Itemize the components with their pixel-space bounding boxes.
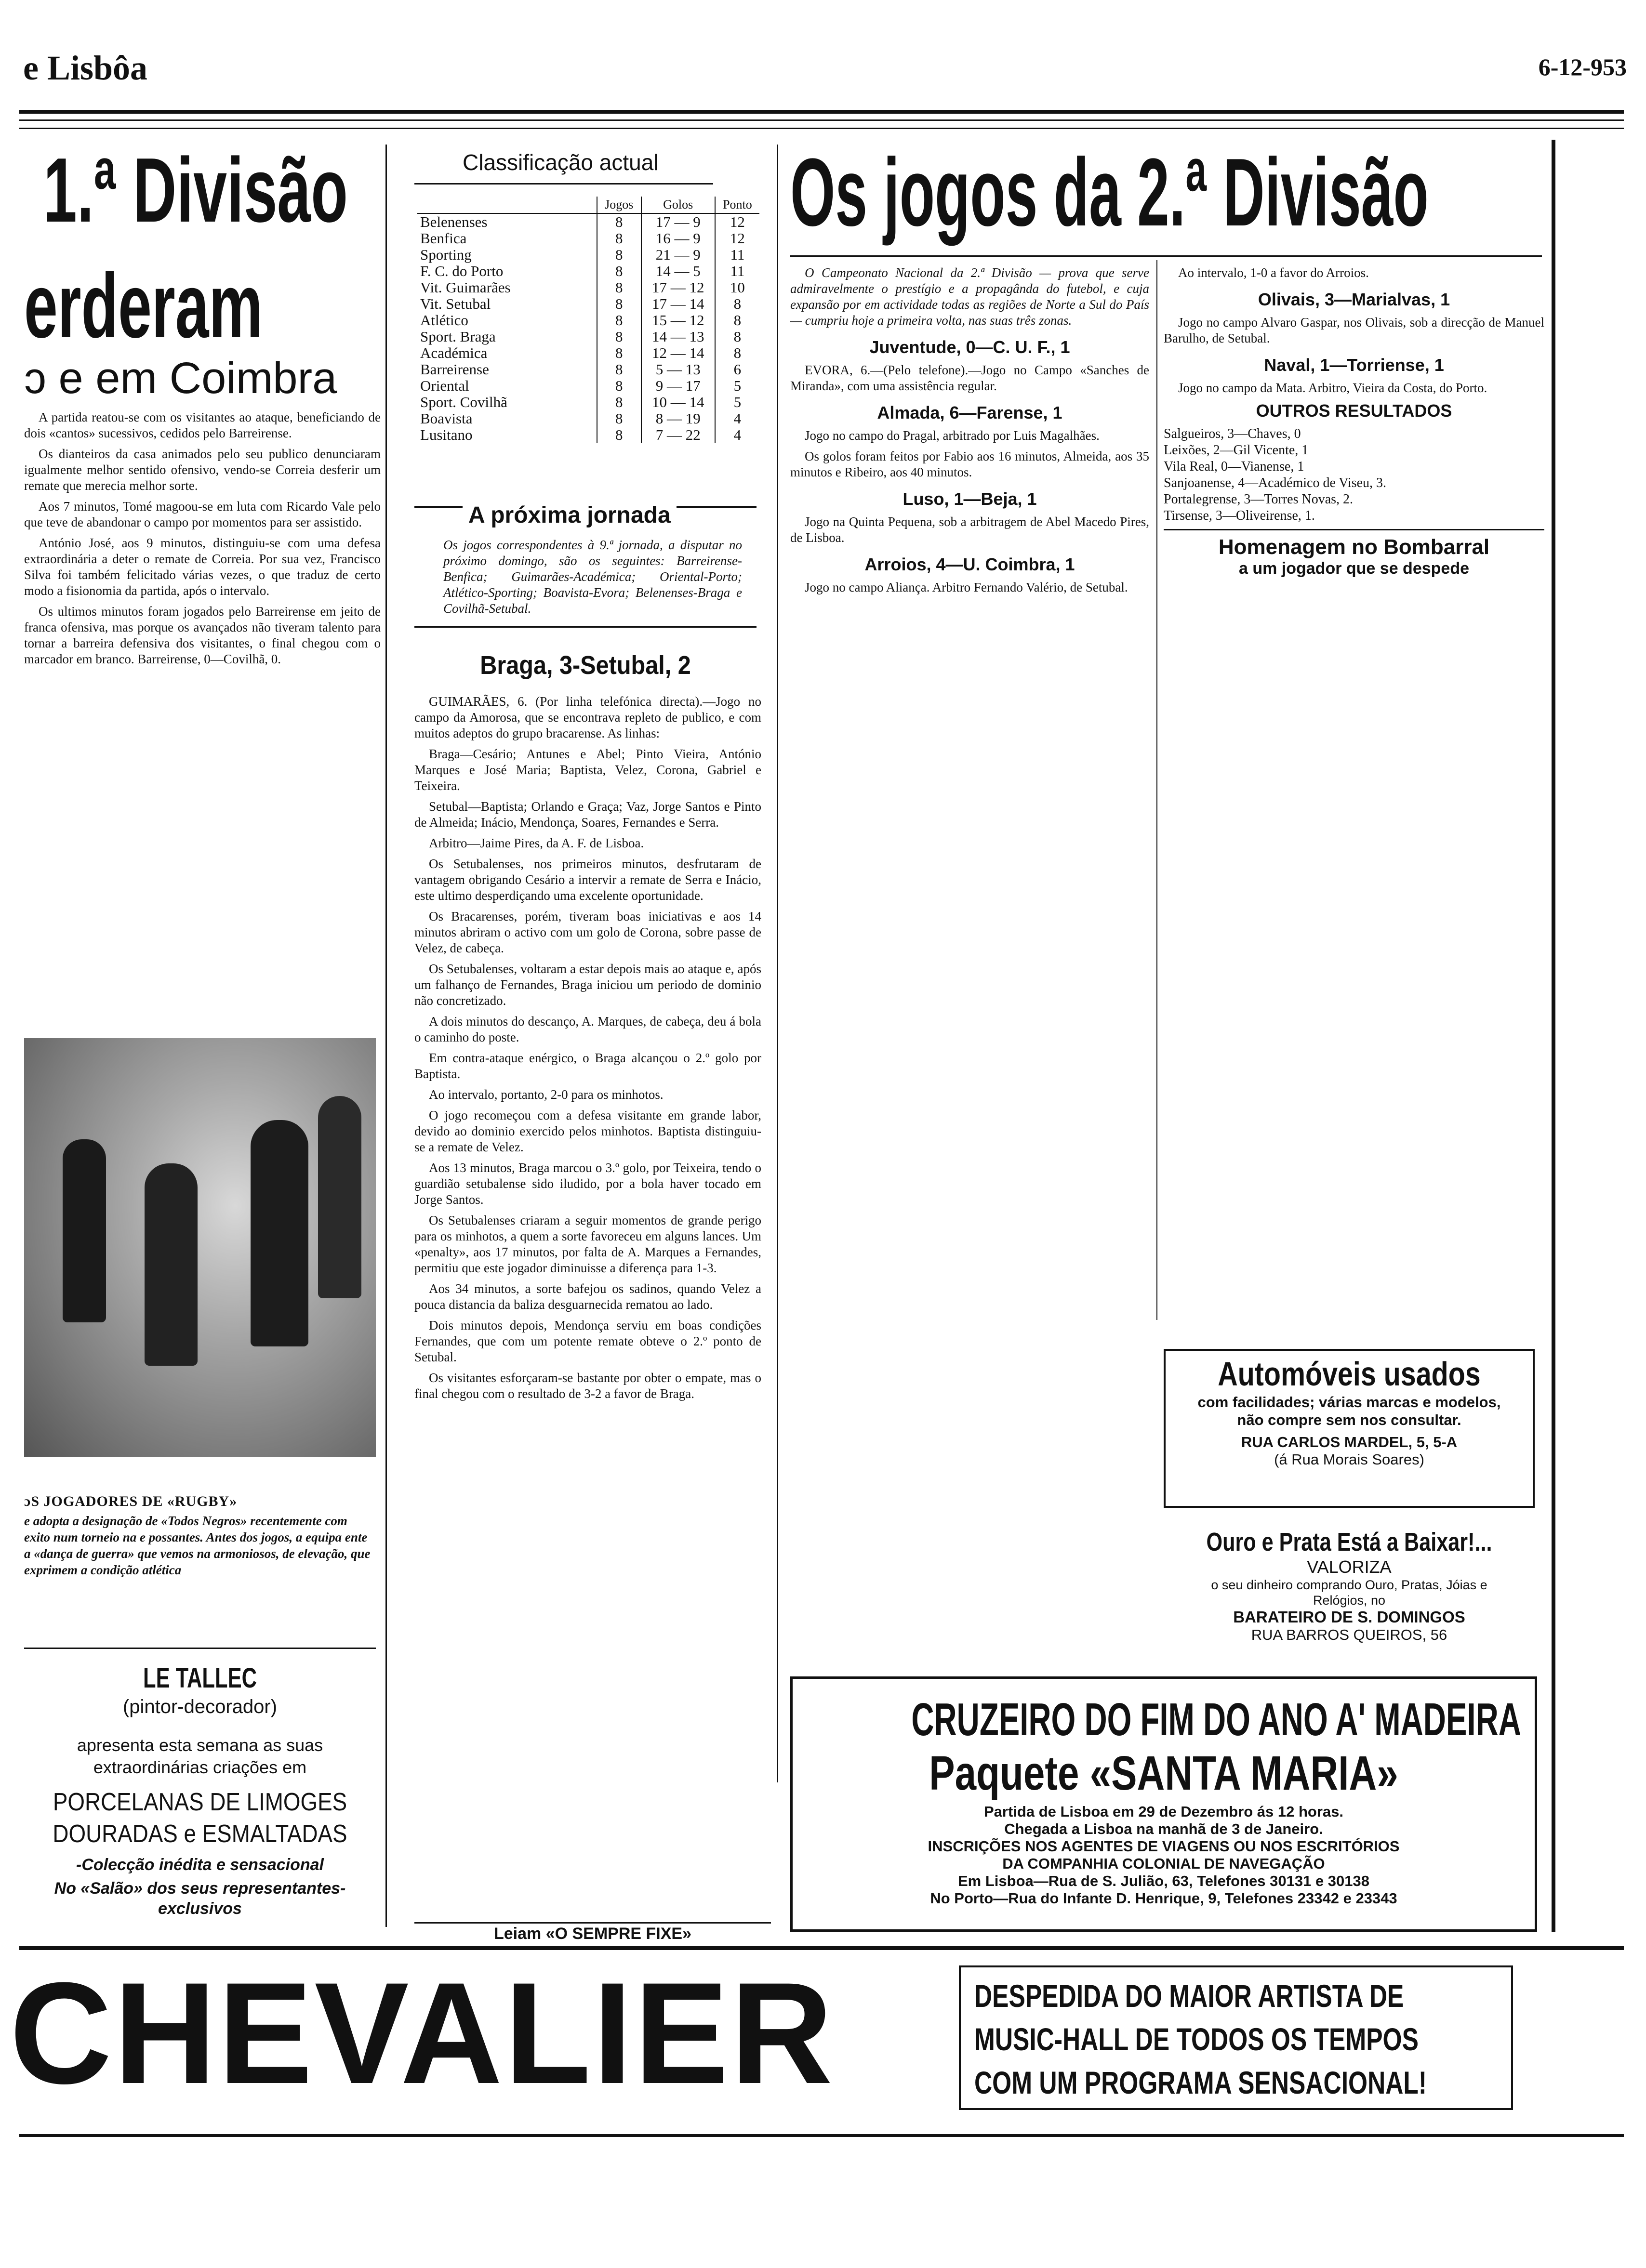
- standings-points: 10: [715, 279, 759, 296]
- column-rule-1: [385, 145, 387, 1927]
- standings-goals: 17 — 9: [641, 213, 715, 230]
- standings-header-row: [417, 197, 759, 213]
- standings-goals: 12 — 14: [641, 345, 715, 361]
- masthead-rule-thin: [19, 119, 1624, 121]
- standings-row: [417, 263, 759, 279]
- standings-row: [417, 296, 759, 312]
- standings-played: 8: [597, 247, 641, 263]
- standings-rule: [414, 183, 713, 185]
- cruise-ad-ship: Paquete «SANTA MARIA»: [929, 1746, 1398, 1800]
- ouro-ad-address: RUA BARROS QUEIROS, 56: [1251, 1626, 1447, 1643]
- rugby-photo-caption-title: ɔS JOGADORES DE «RUGBY»: [24, 1493, 238, 1509]
- standings-points: 8: [715, 329, 759, 345]
- ouro-ad-title: Ouro e Prata Está a Baixar!...: [1206, 1528, 1492, 1556]
- standings-club: Boavista: [420, 410, 473, 427]
- standings-header-pontos: Ponto: [715, 197, 759, 213]
- standings-played: 8: [597, 410, 641, 427]
- photo-player-2: [145, 1163, 198, 1366]
- auto-ad: [1164, 1349, 1535, 1508]
- standings-row: [417, 378, 759, 394]
- standings-club: Oriental: [420, 377, 469, 394]
- standings-row: [417, 427, 759, 443]
- cruise-ad-title: CRUZEIRO DO FIM DO ANO A' MADEIRA: [911, 1694, 1521, 1745]
- standings-goals: 17 — 14: [641, 296, 715, 312]
- cruise-ad-line-3: INSCRIÇÕES NOS AGENTES DE VIAGENS OU NOS ESCRITÓRIOS: [928, 1838, 1400, 1855]
- le-tallec-name: LE TALLEC: [143, 1662, 257, 1694]
- standings-goals: 9 — 17: [641, 378, 715, 394]
- standings-goals: 15 — 12: [641, 312, 715, 329]
- standings-played: 8: [597, 279, 641, 296]
- match-juventude-cuf: Juventude, 0—C. U. F., 1: [869, 337, 1070, 357]
- cruise-ad-line-2: Chegada a Lisboa na manhã de 3 de Janeiro.: [1004, 1820, 1323, 1837]
- standings-goals: 17 — 12: [641, 279, 715, 296]
- chevalier-line-3: COM UM PROGRAMA SENSACIONAL!: [974, 2065, 1427, 2100]
- second-div-column-rule: [1156, 260, 1157, 1320]
- le-tallec-line1: apresenta esta semana as suas extraordinárias criações em: [77, 1735, 323, 1777]
- standings-header-club: [417, 197, 597, 213]
- standings-goals: 14 — 13: [641, 329, 715, 345]
- ouro-ad-body: o seu dinheiro comprando Ouro, Pratas, Jóias e Relógios, no: [1211, 1578, 1487, 1608]
- standings-played: 8: [597, 230, 641, 247]
- le-tallec-ad: [24, 1662, 376, 1919]
- standings-points: 4: [715, 427, 759, 443]
- standings-points: 4: [715, 410, 759, 427]
- standings-row: [417, 410, 759, 427]
- le-tallec-role: (pintor-decorador): [122, 1696, 278, 1717]
- standings-points: 8: [715, 312, 759, 329]
- outros-list: [1164, 426, 1544, 524]
- second-div-title: Os jogos da 2.ª Divisão: [790, 139, 1429, 246]
- standings-played: 8: [597, 361, 641, 378]
- second-div-intro: O Campeonato Nacional da 2.ª Divisão — prova que serve admiravelmente o prestígio e a propagânda do futebol, e cuja expansão por em actividade todas as regiões de Norte a Sul do País — cumpriu hoje a primeira volta, nas suas três zonas.: [790, 265, 1149, 328]
- standings-row: [417, 312, 759, 329]
- match-olivais-marialvas: Olivais, 3—Marialvas, 1: [1258, 290, 1450, 309]
- le-tallec-line4: -Colecção inédita e sensacional: [76, 1856, 324, 1874]
- standings-row: [417, 361, 759, 378]
- masthead-date: 6-12-953: [1538, 53, 1627, 80]
- standings-played: 8: [597, 312, 641, 329]
- banner-rule-top: [19, 1946, 1624, 1950]
- masthead-rule: [19, 110, 1624, 114]
- cruise-ad-line-5: Em Lisboa—Rua de S. Julião, 63, Telefones 30131 e 30138: [957, 1872, 1370, 1889]
- standings-points: 8: [715, 296, 759, 312]
- standings-header-golos: Golos: [641, 197, 715, 213]
- column-rule-3: [1552, 140, 1555, 1932]
- photo-player-1: [63, 1139, 106, 1322]
- match-arroios-coimbra: Arroios, 4—U. Coimbra, 1: [864, 554, 1075, 574]
- standings-club: F. C. do Porto: [420, 263, 504, 279]
- standings-points: 11: [715, 263, 759, 279]
- auto-ad-title: Automóveis usados: [1218, 1355, 1481, 1393]
- match-almada-farense: Almada, 6—Farense, 1: [877, 403, 1062, 422]
- second-div-col-a: O Campeonato Nacional da 2.ª Divisão — prova que serve admiravelmente o prestígio e a propagânda do futebol, e cuja expansão por em actividade todas as regiões de Norte a Sul do País — cumpriu hoje a primeira volta, nas suas três zonas. Juventude, 0—C. U. F., 1 EVORA, 6.—(Pelo telefone).—Jogo no Campo «Sanches de Miranda», com uma assistência regular. Almada, 6—Farense, 1 Jogo no campo do Pragal, arbitrado por Luis Magalhães. Os golos foram feitos por Fabio aos 16 minutos, Almeida, aos 35 minutos e Ribeiro, aos 40 minutos. Luso, 1—Beja, 1 Jogo na Quinta Pequena, sob a arbitragem de Abel Macedo Pires, de Lisboa. Arroios, 4—U. Coimbra, 1 Jogo no campo Aliança. Arbitro Fernando Valério, de Setubal.: [790, 265, 1149, 594]
- standings-title: Classificação actual: [463, 150, 659, 175]
- standings-club: Sport. Braga: [420, 328, 496, 345]
- standings-club: Vit. Setubal: [420, 295, 491, 312]
- rugby-photo: [24, 1038, 376, 1457]
- standings-club: Belenenses: [420, 213, 488, 230]
- outros-result: Leixões, 2—Gil Vicente, 1: [1164, 443, 1309, 458]
- standings-played: 8: [597, 394, 641, 410]
- standings-table: [417, 197, 759, 443]
- homenagem-title: Homenagem no Bombarral: [1218, 535, 1490, 559]
- standings-points: 8: [715, 345, 759, 361]
- chevalier-title: CHEVALIER: [10, 1952, 835, 2114]
- standings-points: 5: [715, 394, 759, 410]
- cruise-ad-line-6: No Porto—Rua do Infante D. Henrique, 9, Telefones 23342 e 23343: [930, 1890, 1397, 1907]
- cruise-ad-line-4: DA COMPANHIA COLONIAL DE NAVEGAÇÃO: [1002, 1855, 1325, 1872]
- photo-player-4: [318, 1096, 361, 1298]
- cruise-ad: [790, 1676, 1537, 1932]
- standings-played: 8: [597, 378, 641, 394]
- outros-result: Tirsense, 3—Oliveirense, 1.: [1164, 508, 1315, 523]
- outros-result: Sanjoanense, 4—Académico de Viseu, 3.: [1164, 475, 1387, 490]
- second-div-rule: [790, 255, 1542, 257]
- ouro-ad-name: BARATEIRO DE S. DOMINGOS: [1233, 1608, 1465, 1626]
- standings-played: 8: [597, 296, 641, 312]
- braga-footer: Leiam «O SEMPRE FIXE»: [493, 1925, 692, 1943]
- standings-played: 8: [597, 329, 641, 345]
- standings-points: 12: [715, 213, 759, 230]
- match-luso-beja: Luso, 1—Beja, 1: [903, 489, 1037, 509]
- outros-result: Portalegrense, 3—Torres Novas, 2.: [1164, 492, 1354, 507]
- standings-goals: 8 — 19: [641, 410, 715, 427]
- standings-goals: 7 — 22: [641, 427, 715, 443]
- standings-points: 11: [715, 247, 759, 263]
- standings-points: 5: [715, 378, 759, 394]
- braga-footer-rule: [414, 1922, 771, 1924]
- standings-club: Académica: [420, 344, 488, 361]
- standings-club: Atlético: [420, 312, 468, 329]
- homenagem-subtitle: a um jogador que se despede: [1238, 559, 1469, 578]
- outros-title: OUTROS RESULTADOS: [1256, 401, 1452, 421]
- chevalier-line-1: DESPEDIDA DO MAIOR ARTISTA DE: [974, 1978, 1404, 2014]
- outros-result: Salgueiros, 3—Chaves, 0: [1164, 426, 1301, 441]
- ouro-ad-subtitle: VALORIZA: [1307, 1557, 1392, 1577]
- left-headline-1: 1.ª Divisão: [43, 139, 348, 241]
- standings-club: Barreirense: [420, 361, 489, 378]
- match-naval-torriense: Naval, 1—Torriense, 1: [1264, 355, 1444, 375]
- left-headline-2: erderam: [24, 255, 263, 357]
- proxima-rule-bottom: [414, 626, 757, 628]
- standings-row: [417, 213, 759, 230]
- rugby-photo-caption: e adopta a designação de «Todos Negros» recentemente com exito num torneio na e possantes. Antes dos jogos, a equipa ente a «dança de guerra» que vemos na armoniosos, de elevação, que exprimem a condição atlética: [24, 1514, 371, 1577]
- homenagem-rule: [1164, 529, 1544, 530]
- standings-points: 12: [715, 230, 759, 247]
- left-headline-3: ɔ e em Coimbra: [24, 354, 337, 403]
- standings-row: [417, 394, 759, 410]
- banner-rule-bottom: [19, 2134, 1624, 2137]
- standings-goals: 16 — 9: [641, 230, 715, 247]
- standings-club: Sporting: [420, 246, 472, 263]
- second-div-col-b: Ao intervalo, 1-0 a favor do Arroios. Olivais, 3—Marialvas, 1 Jogo no campo Alvaro Gaspar, nos Olivais, sob a direcção de Manuel Barulho, de Setubal. Naval, 1—Torriense, 1 Jogo no campo da Mata. Arbitro, Vieira da Costa, do Porto. OUTROS RESULTADOS Salgueiros, 3—Chaves, 0 Leixões, 2—Gil Vicente, 1 Vila Real, 0—Vianense, 1 Sanjoanense, 4—Académico de Viseu, 3. Portalegrense, 3—Torres Novas, 2. Tirsense, 3—Oliveirense, 1. Homenagem no Bombarral a um jogador que se despede: [1164, 265, 1544, 578]
- standings-played: 8: [597, 345, 641, 361]
- standings-goals: 10 — 14: [641, 394, 715, 410]
- standings-club: Benfica: [420, 230, 467, 247]
- left-article: A partida reatou-se com os visitantes ao ataque, beneficiando de dois «cantos» sucessivos, cedidos pelo Barreirense. Os dianteiros da casa animados pelo seu publico denunciaram igualmente melhor sentido ofensivo, vendo-se Correia desferir um remate que merecia melhor sorte. Aos 7 minutos, Tomé magoou-se em luta com Ricardo Vale pelo que teve de abandonar o campo por momentos para ser assistido. António José, aos 9 minutos, distinguiu-se com uma defesa extraordinária a deter o remate de Correia. Por sua vez, Francisco Silva foi também felicitado várias vezes, o que traduz de certo modo a fisionomia da partida, após o intervalo. Os ultimos minutos foram jogados pelo Barreirense em jeito de franca ofensiva, mas porque os avançados não tiveram talento para tornar a barreira defensiva dos visitantes, o final chegou com o marcador em branco. Barreirense, 0—Covilhã, 0.: [24, 410, 381, 666]
- outros-result: Vila Real, 0—Vianense, 1: [1164, 459, 1304, 474]
- standings-points: 6: [715, 361, 759, 378]
- standings-club: Sport. Covilhã: [420, 394, 507, 410]
- proxima-body: Os jogos correspondentes à 9.ª jornada, a disputar no próximo domingo, são os seguintes: Barreirense-Benfica; Guimarães-Académica; Oriental-Porto; Atlético-Sporting; Boavista-Evora; Belenenses-Braga e Covilhã-Setubal.: [443, 538, 742, 616]
- le-tallec-line2: PORCELANAS DE LIMOGES: [53, 1788, 347, 1816]
- left-ad-rule: [24, 1648, 376, 1649]
- standings-row: [417, 247, 759, 263]
- column-rule-2: [777, 145, 778, 1782]
- standings-row: [417, 329, 759, 345]
- braga-article: GUIMARÃES, 6. (Por linha telefónica directa).—Jogo no campo da Amorosa, que se encontrava repleto de publico, e com muitos adeptos do grupo bracarense. As linhas: Braga—Cesário; Antunes e Abel; Pinto Vieira, António Marques e José Maria; Baptista, Velez, Corona, Gabriel e Teixeira. Setubal—Baptista; Orlando e Graça; Vaz, Jorge Santos e Pinto de Almeida; Inácio, Mendonça, Soares, Fernandes e Serra. Arbitro—Jaime Pires, da A. F. de Lisboa. Os Setubalenses, nos primeiros minutos, desfrutaram de vantagem obrigando Cesário a intervir a remate de Serra e Inácio, este ultimo desperdiçando uma excelente oportunidade. Os Bracarenses, porém, tiveram boas iniciativas e aos 14 minutos abriram o activo com um golo de Corona, sobre passe de Velez, de cabeça. Os Setubalenses, voltaram a estar depois mais ao ataque e, após um falhanço de Fernandes, Braga iniciou um periodo de dominio não concretizado. A dois minutos do descanço, A. Marques, de cabeça, deu á bola o caminho do poste. Em contra-ataque enérgico, o Braga alcançou o 2.º golo por Baptista. Ao intervalo, portanto, 2-0 para os minhotos. O jogo recomeçou com a defesa visitante em grande labor, devido ao dominio exercido pelos minhotos. Baptista distinguiu-se a remate de Velez. Aos 13 minutos, Braga marcou o 3.º golo, por Teixeira, tendo o guardião setubalense sido iludido, por a bola haver tocado em Jorge Santos. Os Setubalenses criaram a seguir momentos de grande perigo para os minhotos, a quem a sorte favoreceu em alguns lances. Um «penalty», aos 17 minutos, por falta de A. Marques a Fernandes, permitiu que este jogador diminuisse a diferença para 1-3. Aos 34 minutos, a sorte bafejou os sadinos, quando Velez a pouca distancia da baliza desguarnecida rematou ao lado. Dois minutos depois, Mendonça serviu em boas condições Fernandes, que com um potente remate obteve o 2.º ponto de Setubal. Os visitantes esforçaram-se bastante por obter o empate, mas o final chegou com o resultado de 3-2 a favor de Braga.: [414, 694, 761, 1401]
- braga-title: Braga, 3-Setubal, 2: [480, 651, 691, 680]
- chevalier-line-2: MUSIC-HALL DE TODOS OS TEMPOS: [974, 2021, 1419, 2057]
- standings-goals: 5 — 13: [641, 361, 715, 378]
- chevalier-copy-box: [959, 1965, 1513, 2110]
- auto-ad-body: com facilidades; várias marcas e modelos, não compre sem nos consultar.: [1197, 1394, 1501, 1428]
- le-tallec-line3: DOURADAS e ESMALTADAS: [53, 1820, 347, 1848]
- standings-row: [417, 230, 759, 247]
- photo-player-3: [251, 1120, 308, 1346]
- standings-club: Lusitano: [420, 426, 473, 443]
- standings-club: Vit. Guimarães: [420, 279, 511, 296]
- ouro-ad: [1164, 1527, 1535, 1644]
- le-tallec-line5: No «Salão» dos seus representantes-exclusivos: [54, 1879, 346, 1918]
- standings-goals: 14 — 5: [641, 263, 715, 279]
- standings-played: 8: [597, 427, 641, 443]
- standings-header-jogos: Jogos: [597, 197, 641, 213]
- standings-played: 8: [597, 213, 641, 230]
- standings-goals: 21 — 9: [641, 247, 715, 263]
- standings-row: [417, 345, 759, 361]
- standings-played: 8: [597, 263, 641, 279]
- masthead-paper: e Lisbôa: [23, 49, 148, 87]
- auto-ad-address: RUA CARLOS MARDEL, 5, 5-A: [1241, 1434, 1458, 1450]
- cruise-ad-line-1: Partida de Lisboa em 29 de Dezembro ás 12 horas.: [983, 1803, 1343, 1820]
- proxima-title: A próxima jornada: [463, 502, 677, 528]
- masthead-rule-thin-2: [19, 128, 1624, 129]
- standings-row: [417, 279, 759, 296]
- auto-ad-address-2: (á Rua Morais Soares): [1274, 1451, 1424, 1468]
